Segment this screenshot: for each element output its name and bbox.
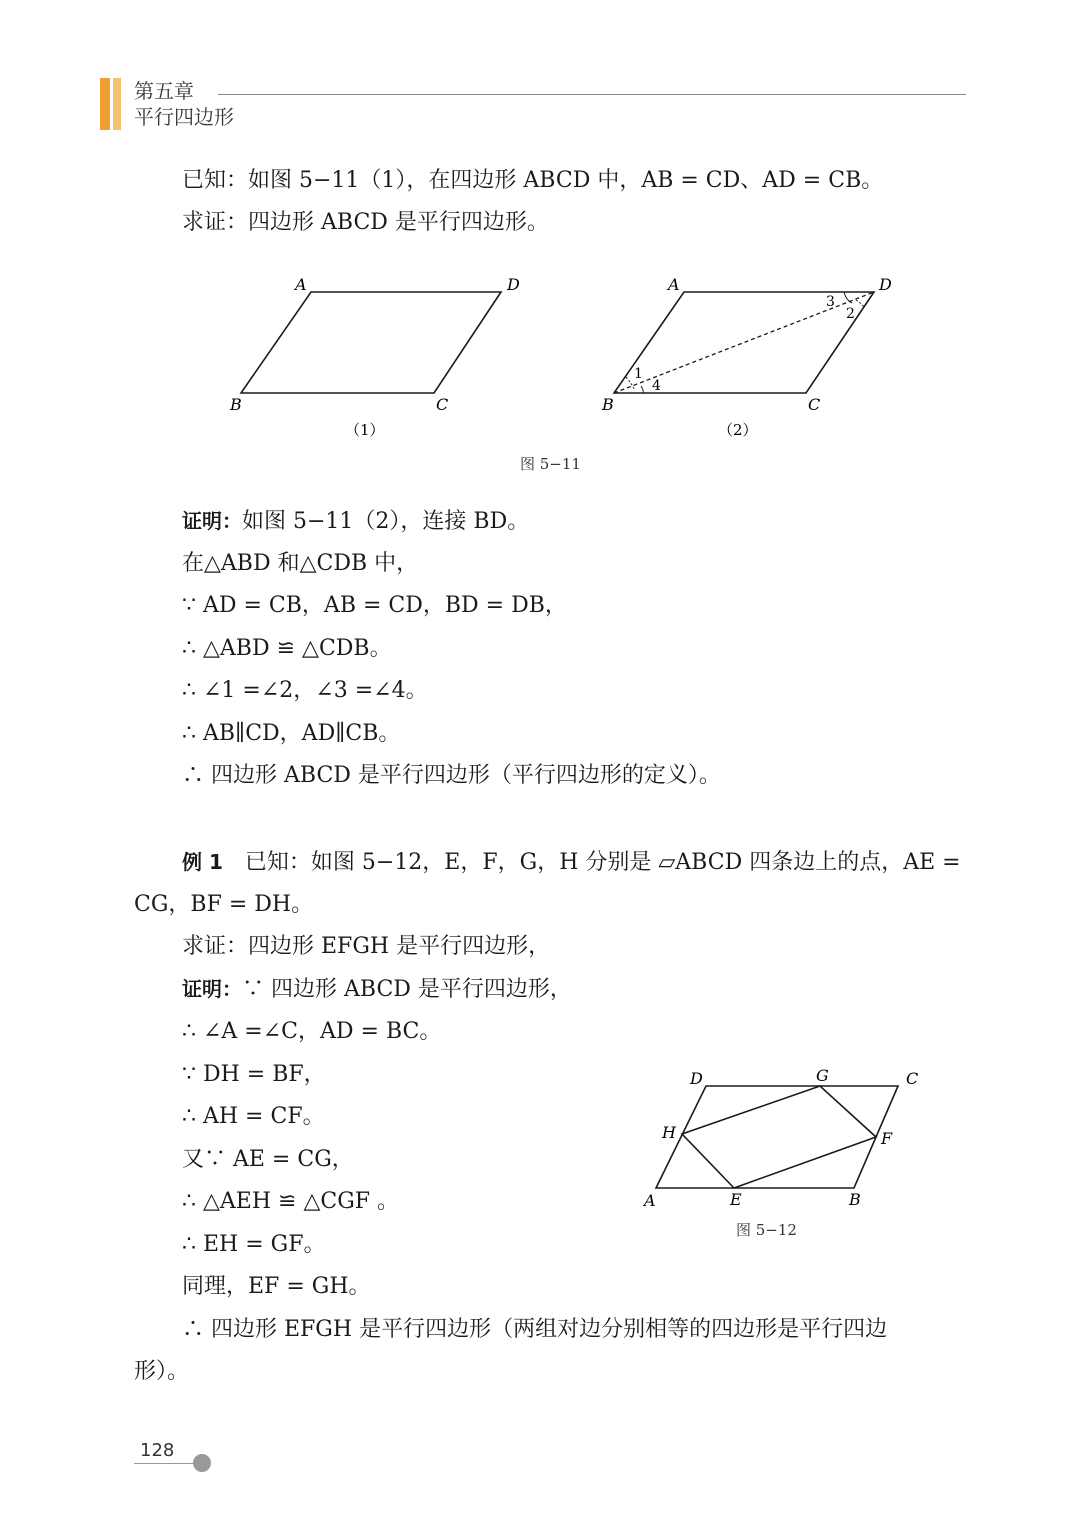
quadrilateral-efgh: [682, 1086, 876, 1188]
fig2-sub-caption: （2）: [718, 421, 758, 439]
proof1-label: 证明：: [182, 509, 242, 533]
fig1-label-B: B: [230, 395, 242, 414]
chapter-number: 第五章: [134, 79, 194, 103]
fig1-label-D: D: [507, 275, 520, 294]
page-number: 128: [140, 1440, 175, 1461]
proof1-line-4: ∴ ∠1 =∠2，∠3 =∠4。: [182, 678, 428, 703]
fig512-label-H: H: [662, 1123, 676, 1142]
angle-arc-2: [856, 300, 864, 307]
figure-5-11-caption: 图 5−11: [520, 455, 581, 473]
fig1-label-A: A: [295, 275, 307, 294]
angle-arc-4: [641, 386, 643, 393]
figure-5-12-caption: 图 5−12: [736, 1221, 797, 1239]
chapter-marker-bar-light: [113, 78, 121, 130]
example1-prove: 求证：四边形 EFGH 是平行四边形，: [182, 934, 551, 959]
fig2-angle-3: 3: [826, 294, 835, 310]
proof1-first: 如图 5−11（2），连接 BD。: [242, 509, 530, 534]
fig512-label-E: E: [730, 1190, 742, 1209]
example1-proof-line-9: 形）。: [134, 1359, 190, 1384]
example1-label: 例 1: [182, 850, 223, 874]
fig512-label-B: B: [849, 1190, 861, 1209]
example1-proof-line-7: 同理，EF = GH。: [182, 1274, 371, 1299]
fig2-label-B: B: [602, 395, 614, 414]
example1-given-text: 已知：如图 5−12，E，F，G，H 分别是 ▱ABCD 四条边上的点，AE =: [244, 850, 961, 875]
fig2-label-D: D: [879, 275, 892, 294]
chapter-marker: [100, 78, 124, 130]
example1-given-line-1: [182, 847, 961, 878]
theorem-prove: 求证：四边形 ABCD 是平行四边形。: [182, 210, 549, 235]
fig1-sub-caption: （1）: [345, 421, 385, 439]
example1-given-line-2: CG，BF = DH。: [134, 892, 314, 917]
proof1-line-6: ∴ 四边形 ABCD 是平行四边形（平行四边形的定义）。: [182, 763, 721, 788]
fig2-angle-1: 1: [634, 366, 643, 382]
fig1-label-C: C: [436, 395, 449, 414]
example1-proof-line-5: ∴ △AEH ≌ △CGF 。: [182, 1189, 400, 1214]
example1-proof-line-1: ∴ ∠A =∠C，AD = BC。: [182, 1019, 442, 1044]
fig512-label-F: F: [881, 1129, 893, 1148]
header-rule: [218, 94, 966, 95]
proof1-line-3: ∴ △ABD ≌ △CDB。: [182, 636, 392, 661]
fig512-label-C: C: [906, 1069, 919, 1088]
example1-proof-line-0: [182, 974, 572, 1005]
fig2-label-C: C: [808, 395, 821, 414]
fig512-label-D: D: [690, 1069, 703, 1088]
page-number-dot: [193, 1454, 211, 1472]
theorem-given: 已知：如图 5−11（1），在四边形 ABCD 中，AB = CD、AD = CB。: [182, 168, 884, 193]
fig512-label-A: A: [644, 1191, 656, 1210]
proof1-line-1: 在△ABD 和△CDB 中，: [182, 551, 419, 576]
figure-5-12: [630, 1060, 930, 1220]
example1-proof-line-6: ∴ EH = GF。: [182, 1232, 326, 1257]
example1-proof-label: 证明：: [182, 977, 242, 1001]
proof1-line-0: [182, 506, 529, 537]
example1-proof-line-8: ∴ 四边形 EFGH 是平行四边形（两组对边分别相等的四边形是平行四边: [182, 1317, 888, 1342]
proof1-line-2: ∵ AD = CB，AB = CD，BD = DB，: [182, 593, 567, 618]
parallelogram-1: [241, 292, 501, 393]
example1-proof-line-4: 又∵ AE = CG，: [182, 1147, 354, 1172]
chapter-title: 平行四边形: [134, 105, 234, 129]
fig2-angle-4: 4: [652, 378, 661, 394]
example1-proof-line-2: ∵ DH = BF，: [182, 1062, 326, 1087]
chapter-marker-bar-dark: [100, 78, 110, 130]
example1-proof-line-3: ∴ AH = CF。: [182, 1104, 325, 1129]
proof1-line-5: ∴ AB∥CD，AD∥CB。: [182, 721, 401, 746]
page-number-rule: [134, 1463, 198, 1464]
example1-proof-first: ∵ 四边形 ABCD 是平行四边形，: [242, 977, 572, 1002]
chapter-heading: [134, 78, 234, 130]
fig2-label-A: A: [668, 275, 680, 294]
figure-5-11: [0, 260, 1080, 450]
fig512-label-G: G: [816, 1066, 829, 1085]
fig2-angle-2: 2: [846, 306, 855, 322]
